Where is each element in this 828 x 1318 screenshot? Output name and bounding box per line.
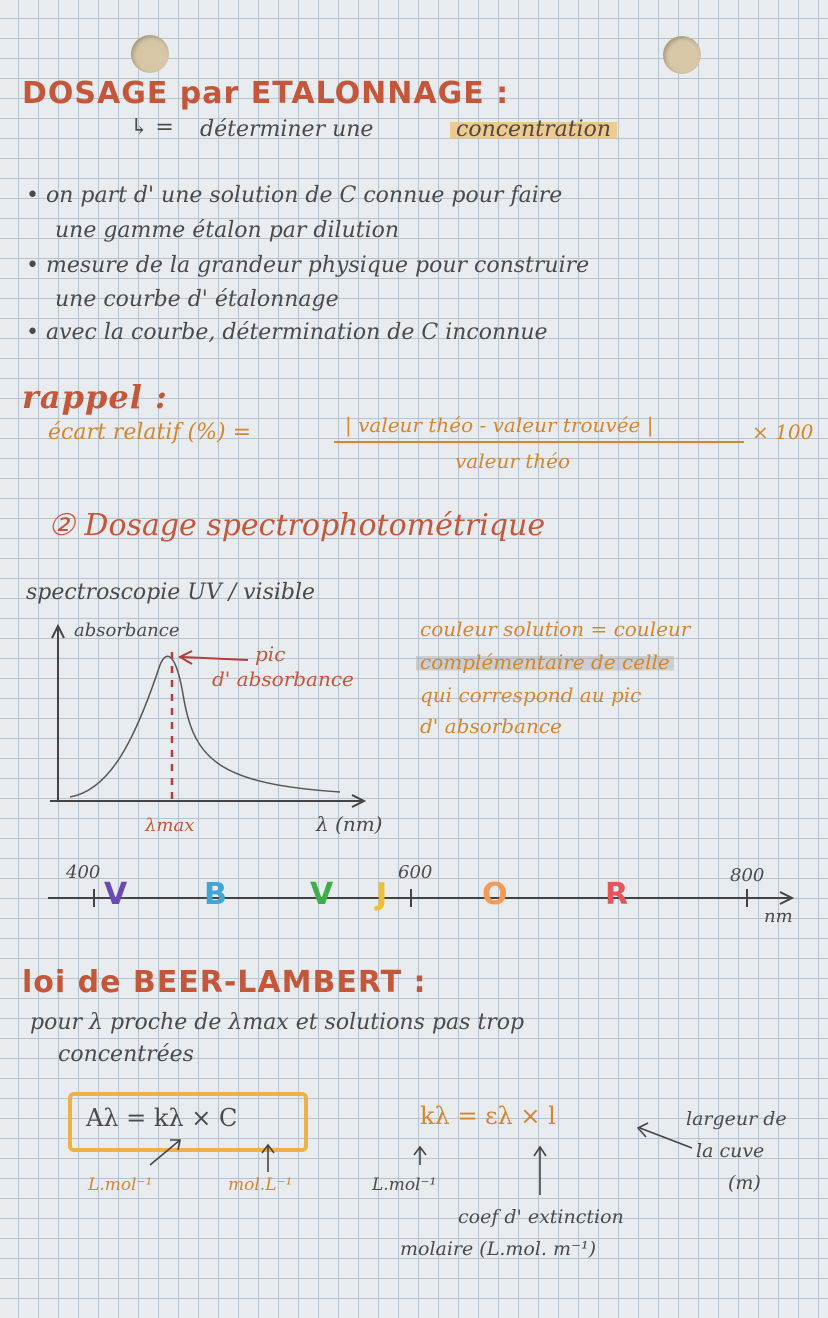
tick-800: 800: [730, 865, 765, 886]
bullet-1-line2: une gamme étalon par dilution: [55, 218, 400, 243]
title-subtitle: déterminer une: [200, 117, 374, 142]
main-title: DOSAGE par ETALONNAGE :: [22, 76, 510, 111]
spectrum-letter-green: V: [310, 877, 335, 912]
ecart-label: écart relatif (%) =: [48, 420, 252, 445]
beer-condition-1: pour λ proche de λmax et solutions pas trop: [30, 1010, 525, 1035]
bullet-2-line2: une courbe d' étalonnage: [55, 287, 339, 312]
beer-formula: Aλ = kλ × C: [86, 1104, 238, 1132]
beer-formula-2: kλ = ελ × l: [420, 1102, 556, 1130]
unit-k2: L.mol⁻¹: [372, 1175, 437, 1195]
title-arrow: ↳ =: [130, 115, 174, 140]
width-label-3: (m): [728, 1172, 761, 1194]
color-note-3: qui correspond au pic: [420, 683, 642, 707]
beer-heading: loi de BEER-LAMBERT :: [22, 965, 427, 1000]
beer-condition-2: concentrées: [58, 1042, 194, 1067]
spectrum-letter-violet: V: [104, 877, 129, 912]
bullet-2-line1: • mesure de la grandeur physique pour construire: [26, 253, 590, 278]
bullet-3-line1: • avec la courbe, détermination de C inconnue: [26, 320, 548, 345]
y-axis-label: absorbance: [74, 620, 180, 641]
spectrum-unit: nm: [764, 906, 793, 927]
spectrum-letter-red: R: [605, 877, 630, 912]
spectrum-letter-yellow: J: [376, 877, 389, 912]
color-note-2: complémentaire de celle: [416, 650, 674, 674]
tick-400: 400: [66, 862, 101, 883]
width-label-2: la cuve: [696, 1140, 765, 1162]
peak-label-2: d' absorbance: [212, 667, 354, 691]
ecart-numerator: | valeur théo - valeur trouvée |: [345, 413, 654, 437]
section2-title: ② Dosage spectrophotométrique: [48, 508, 546, 543]
spectrum-letter-blue: B: [204, 877, 228, 912]
rappel-heading: rappel :: [22, 378, 168, 416]
title-highlight: concentration: [450, 117, 617, 142]
color-note-1: couleur solution = couleur: [420, 617, 691, 641]
ecart-denominator: valeur théo: [455, 449, 571, 473]
spectro-heading: spectroscopie UV / visible: [26, 580, 316, 605]
color-note-4: d' absorbance: [420, 714, 562, 738]
unit-c: mol.L⁻¹: [228, 1175, 293, 1195]
bullet-1-line1: • on part d' une solution de C connue pour faire: [26, 183, 563, 208]
coef-label-2: molaire (L.mol. m⁻¹): [400, 1238, 597, 1260]
width-label-1: largeur de: [686, 1108, 787, 1130]
ecart-multiplier: × 100: [752, 420, 814, 444]
peak-label-1: pic: [255, 642, 286, 666]
unit-k: L.mol⁻¹: [88, 1175, 153, 1195]
spectrum-letter-orange: O: [482, 877, 509, 912]
coef-label-1: coef d' extinction: [458, 1206, 624, 1228]
tick-600: 600: [398, 862, 433, 883]
x-peak-label: λmax: [145, 815, 195, 836]
x-axis-label: λ (nm): [316, 812, 383, 836]
